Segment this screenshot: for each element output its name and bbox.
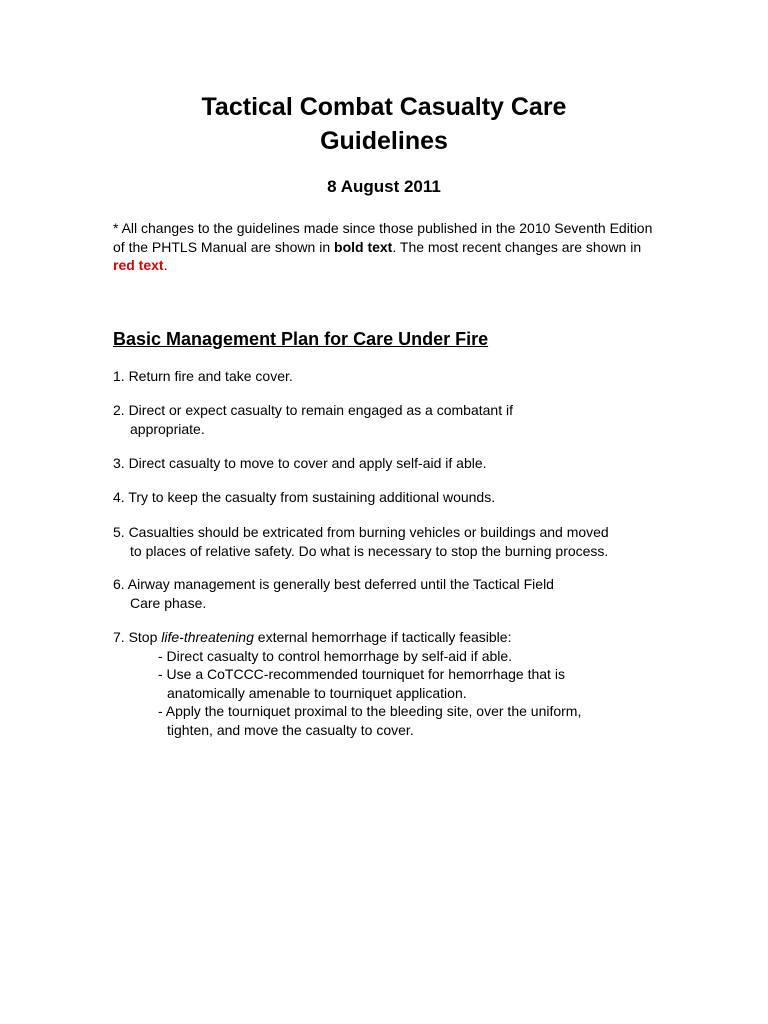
section-heading: Basic Management Plan for Care Under Fire <box>113 329 489 349</box>
note-text-1: * All changes to the guidelines made since those published in the 2010 Seventh Edition of the PHTLS Manual are shown in <box>113 220 653 255</box>
list-item-3 <box>113 454 658 473</box>
list-item-4 <box>113 488 658 507</box>
title-line-2: Guidelines <box>320 127 448 155</box>
list-item-6-line-1: 6. Airway management is generally best deferred until the Tactical Field <box>113 576 554 592</box>
note-bold-text: bold text <box>334 238 393 255</box>
list-item-1 <box>113 367 658 386</box>
list-item-3-text: 3. Direct casualty to move to cover and apply self-aid if able. <box>113 455 487 471</box>
list-item-7-suffix: external hemorrhage if tactically feasible: <box>253 629 512 645</box>
list-item-6 <box>113 575 658 612</box>
sub-item-1: - Direct casualty to control hemorrhage by self-aid if able. <box>158 647 513 664</box>
note-text-3: . <box>163 257 168 273</box>
list-item-6-line-2: Care phase. <box>130 594 207 611</box>
list-item-2-line-1: 2. Direct or expect casualty to remain engaged as a combatant if <box>113 402 513 418</box>
title-line-1: Tactical Combat Casualty Care <box>201 93 567 121</box>
list-item-5-line-2: to places of relative safety. Do what is necessary to stop the burning process. <box>130 542 609 559</box>
sub-item-2-line-1: - Use a CoTCCC-recommended tourniquet for hemorrhage that is <box>158 666 565 682</box>
document-date: 8 August 2011 <box>327 177 441 196</box>
note-red-text: red text <box>113 257 164 273</box>
note-text-2: . The most recent changes are shown in <box>392 238 642 255</box>
list-item-5-line-1: 5. Casualties should be extricated from burning vehicles or buildings and moved <box>113 524 609 540</box>
list-item-7 <box>113 628 658 739</box>
list-item-7-prefix: 7. Stop <box>113 629 162 645</box>
sub-item-3-line-1: - Apply the tourniquet proximal to the bleeding site, over the uniform, <box>158 703 582 719</box>
list-item-1-text: 1. Return fire and take cover. <box>113 368 293 384</box>
list-item-2 <box>113 401 658 438</box>
document-title <box>0 90 768 158</box>
list-item-4-text: 4. Try to keep the casualty from sustaining additional wounds. <box>113 489 496 505</box>
list-item-5 <box>113 523 658 560</box>
sub-item-3-line-2: tighten, and move the casualty to cover. <box>167 721 414 738</box>
list-item-7-italic: life-threatening <box>161 629 254 645</box>
sub-item-2-line-2: anatomically amenable to tourniquet application. <box>167 684 467 701</box>
changes-note <box>113 219 658 275</box>
list-item-2-line-2: appropriate. <box>130 420 205 437</box>
